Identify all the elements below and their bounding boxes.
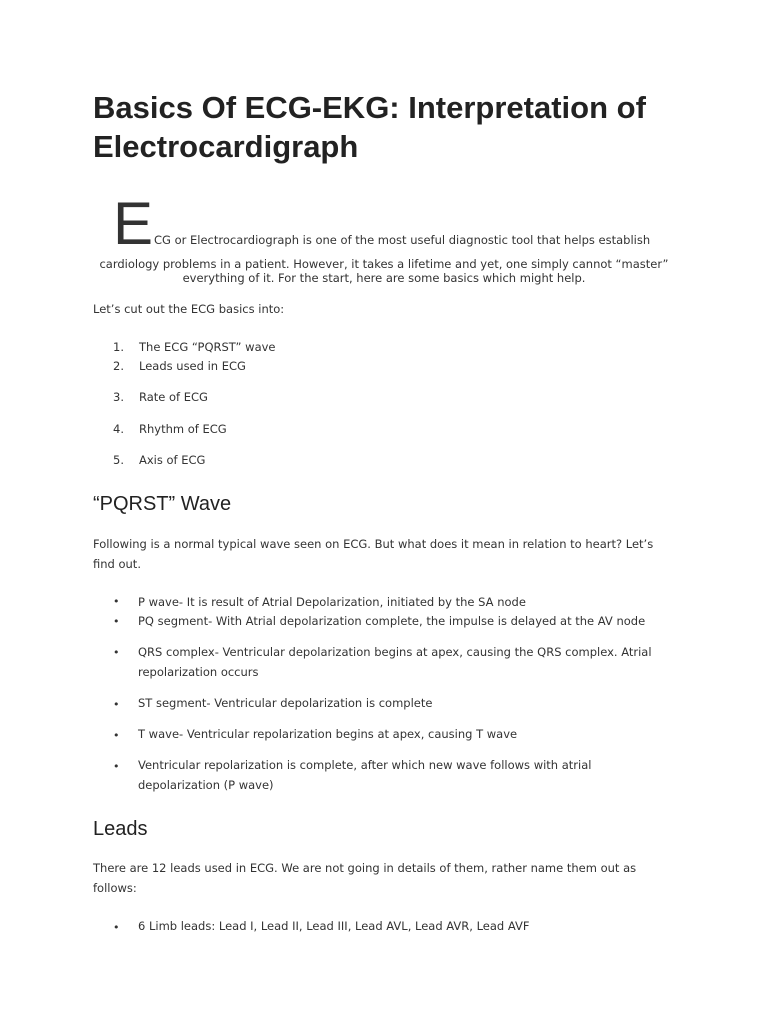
leads-para-line-1: There are 12 leads used in ECG. We are not going in details of them, rather name them out as — [93, 861, 637, 875]
section-heading-leads: Leads — [93, 818, 148, 840]
list-item: Axis of ECG — [139, 453, 206, 467]
list-item: ST segment- Ventricular depolarization is complete — [138, 696, 433, 710]
bullet-dot: • — [113, 760, 120, 773]
page-title: Basics Of ECG-EKG: Interpretation of Electrocardigraph — [93, 90, 646, 164]
list-item-number: 3. — [113, 390, 124, 404]
list-item: The ECG “PQRST” wave — [139, 340, 276, 354]
list-item: Leads used in ECG — [139, 359, 246, 373]
basics-lead: Let’s cut out the ECG basics into: — [93, 302, 285, 316]
list-item: PQ segment- With Atrial depolarization complete, the impulse is delayed at the AV node — [138, 614, 646, 628]
bullet-dot: • — [113, 921, 120, 934]
intro-line-3: everything of it. For the start, here are some basics which might help. — [182, 271, 586, 285]
bullet-dot: • — [113, 615, 120, 628]
list-item: T wave- Ventricular repolarization begins at apex, causing T wave — [138, 727, 518, 741]
pqrst-para-line-2: find out. — [93, 557, 141, 571]
intro-line-1: CG or Electrocardiograph is one of the most useful diagnostic tool that helps establish — [154, 233, 651, 247]
bullet-dot: • — [113, 595, 120, 608]
list-item: 6 Limb leads: Lead I, Lead II, Lead III, Lead AVL, Lead AVR, Lead AVF — [138, 919, 530, 933]
list-item-number: 2. — [113, 359, 124, 373]
list-item: Rate of ECG — [139, 390, 208, 404]
section-heading-pqrst: “PQRST” Wave — [93, 493, 232, 515]
bullet-dot: • — [113, 646, 120, 659]
bullet-dot: • — [113, 698, 120, 711]
list-item-number: 1. — [113, 340, 124, 354]
leads-para-line-2: follows: — [93, 881, 137, 895]
list-item: Rhythm of ECG — [139, 422, 227, 436]
bullet-dot: • — [113, 729, 120, 742]
list-item-number: 5. — [113, 453, 124, 467]
list-item: P wave- It is result of Atrial Depolarization, initiated by the SA node — [138, 595, 526, 609]
drop-cap: E — [113, 190, 154, 257]
list-item: Ventricular repolarization is complete, after which new wave follows with atrial depolarization (P wave) — [138, 758, 592, 792]
list-item: QRS complex- Ventricular depolarization begins at apex, causing the QRS complex. Atrial repolarization occurs — [138, 645, 652, 679]
intro-line-2: cardiology problems in a patient. However, it takes a lifetime and yet, one simply cannot “master” — [99, 257, 669, 271]
pqrst-para-line-1: Following is a normal typical wave seen on ECG. But what does it mean in relation to heart? Let’s — [93, 537, 654, 551]
list-item-number: 4. — [113, 422, 124, 436]
